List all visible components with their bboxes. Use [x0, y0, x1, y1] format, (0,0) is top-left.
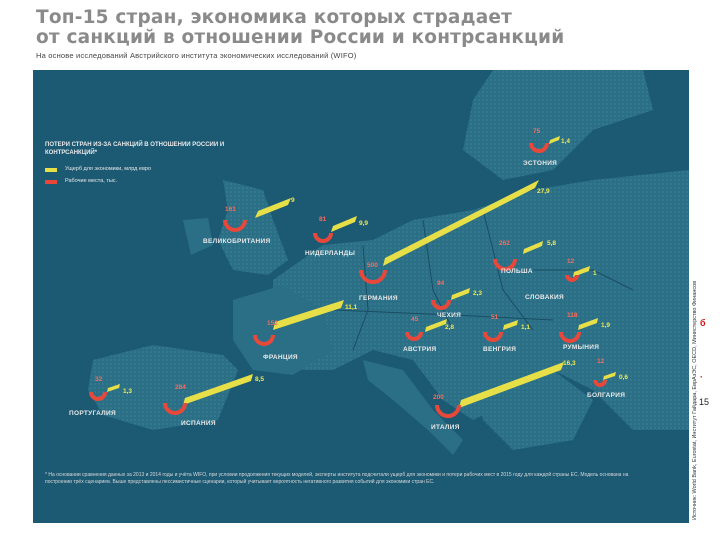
country-label-estonia: ЭСТОНИЯ: [523, 160, 558, 167]
loss-value-portugal: 1,3: [123, 388, 133, 395]
footer-note: * На основании сравнения данных за 2013 и 2014 годы и учёта WIFO, при условии продолжения текущих моделей, эксперты института подсчитали ущерб для экономики и потери рабочих мест в 2015 году для каждой страны ЕС. Модель основана на построении трёх сценариев. Выше представлены пессимистичные сценарии, который учитывает вероятность негативного развития событий для экономики стран ЕС.: [45, 472, 629, 485]
jobs-value-netherlands: 81: [319, 216, 327, 223]
loss-value-romania: 1,9: [601, 322, 611, 329]
country-label-uk: ВЕЛИКОБРИТАНИЯ: [203, 238, 271, 245]
red-marker-2: ·: [700, 372, 703, 382]
country-label-poland: ПОЛЬША: [501, 268, 533, 275]
jobs-value-estonia: 75: [533, 128, 541, 135]
jobs-value-germany: 500: [367, 262, 378, 269]
red-marker-1: б: [700, 318, 706, 328]
page-subtitle: На основе исследований Австрийского института экономических исследований (WIFO): [36, 51, 357, 60]
jobs-value-uk: 161: [225, 206, 236, 213]
jobs-value-austria: 45: [411, 316, 419, 323]
country-label-romania: РУМЫНИЯ: [563, 344, 600, 351]
loss-value-uk: 9: [291, 197, 295, 204]
loss-value-germany: 27,9: [537, 188, 550, 195]
country-label-netherlands: НИДЕРЛАНДЫ: [305, 250, 356, 257]
country-label-italy: ИТАЛИЯ: [431, 424, 460, 431]
loss-value-hungary: 1,1: [521, 324, 531, 331]
jobs-value-italy: 200: [433, 394, 444, 401]
country-label-bulgaria: БОЛГАРИЯ: [587, 392, 626, 399]
legend-economy-swatch: [45, 168, 57, 172]
country-label-france: ФРАНЦИЯ: [263, 354, 298, 361]
side-caption: Источник: World Bank, Eurostat, Институт Гайдара, ЕврАзЭС, OECD, Министерство Финансов: [692, 280, 698, 520]
legend-title: ПОТЕРИ СТРАН ИЗ-ЗА САНКЦИЙ В ОТНОШЕНИИ РОССИИ И КОНТРСАНКЦИЙ*: [45, 142, 225, 156]
loss-value-czechia: 2,3: [473, 290, 483, 297]
jobs-value-czechia: 94: [437, 280, 445, 287]
jobs-value-romania: 118: [567, 312, 578, 319]
slide-number: 15: [699, 397, 710, 407]
country-label-czechia: ЧЕХИЯ: [437, 312, 462, 319]
jobs-value-hungary: 51: [491, 314, 499, 321]
loss-value-poland: 5,8: [547, 240, 557, 247]
loss-value-austria: 2,8: [445, 324, 455, 331]
loss-value-france: 11,1: [345, 304, 358, 311]
europe-infographic-map: [33, 70, 689, 523]
loss-value-italy: 16,3: [563, 360, 576, 367]
jobs-value-poland: 262: [499, 240, 510, 247]
jobs-value-bulgaria: 12: [597, 358, 605, 365]
country-label-germany: ГЕРМАНИЯ: [359, 295, 398, 302]
page-title-line1: Топ-15 стран, экономика которых страдает: [36, 7, 513, 28]
jobs-value-france: 152: [267, 320, 278, 327]
country-label-austria: АВСТРИЯ: [403, 346, 437, 353]
jobs-value-portugal: 32: [95, 376, 103, 383]
loss-bar-netherlands: [331, 216, 357, 232]
legend-jobs-label: Рабочие места, тыс.: [65, 178, 118, 184]
jobs-value-slovakia: 12: [567, 258, 575, 265]
page-title-line2: от санкций в отношении России и контрсанкций: [36, 27, 565, 48]
country-label-slovakia: СЛОВАКИЯ: [525, 294, 564, 301]
loss-value-netherlands: 9,9: [359, 220, 369, 227]
jobs-gauge-netherlands: [315, 233, 331, 241]
loss-value-spain: 8,5: [255, 376, 265, 383]
loss-value-bulgaria: 0,6: [619, 374, 629, 381]
legend-jobs-swatch: [45, 180, 57, 184]
country-label-spain: ИСПАНИЯ: [181, 420, 216, 427]
country-label-portugal: ПОРТУГАЛИЯ: [69, 410, 116, 417]
jobs-value-spain: 284: [175, 384, 186, 391]
loss-value-slovakia: 1: [593, 270, 597, 277]
country-label-hungary: ВЕНГРИЯ: [483, 346, 517, 353]
loss-value-estonia: 1,4: [561, 138, 571, 145]
legend-economy-label: Ущерб для экономики, млрд евро: [65, 166, 152, 172]
